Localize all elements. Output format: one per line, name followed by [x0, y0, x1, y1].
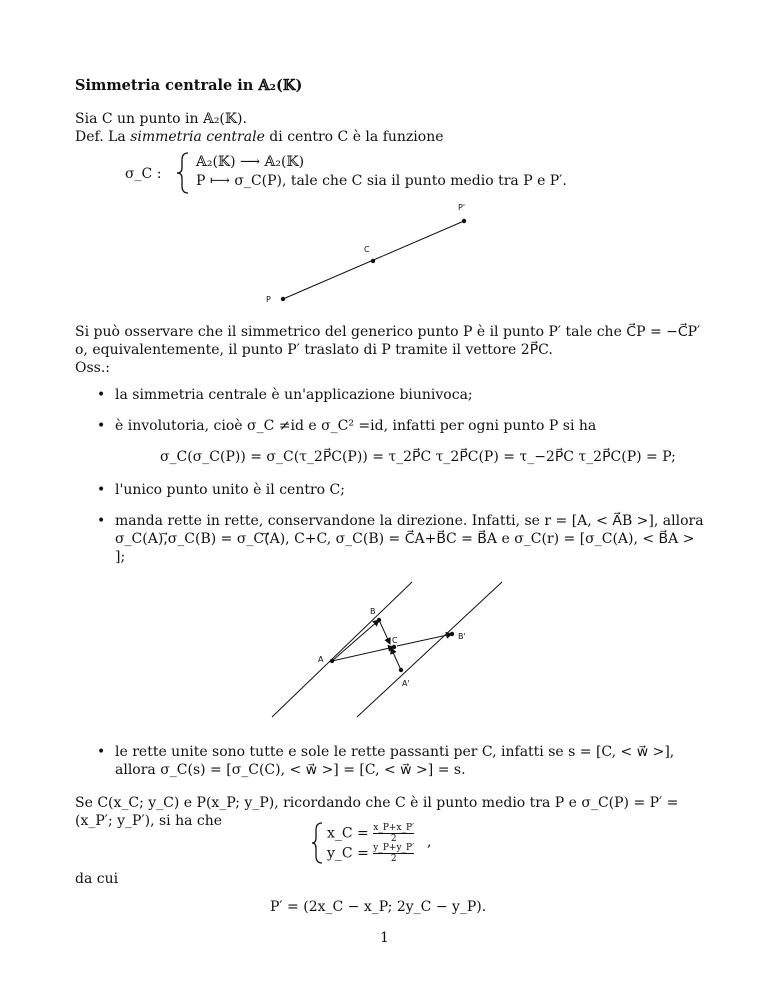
point-pprime [462, 219, 466, 223]
para1-line-1: Si può osservare che il simmetrico del generico punto P è il punto P′ tale che C⃗P = −C⃗P′ [75, 324, 701, 340]
intro-line-1: Sia C un punto in 𝔸₂(𝕂). [75, 111, 247, 127]
point-a [330, 659, 334, 663]
para1-line-3: Oss.: [75, 360, 111, 376]
bullet-lines-line-1: • manda rette in rette, conservandone la direzione. Infatti, se r = [A, < A⃗B >], allora [115, 512, 704, 530]
vector-ac [332, 647, 394, 661]
label-bprime: B' [458, 632, 466, 641]
point-p [281, 297, 285, 301]
bullet-lines-line-2: σ_C(A),⃗σ_C(B) = σ_C(⃗A), C+C, σ_C(B) = C⃗A+B⃗C = B⃗A e σ_C(r) = [σ_C(A), < B⃗A > [115, 531, 695, 547]
point-bprime [450, 632, 454, 636]
definition-row-2: P ⟼ σ_C(P), tale che C sia il punto medio tra P e P′. [196, 173, 567, 189]
bullet-invariant-lines-1: • le rette unite sono tutte e sole le rette passanti per C, infatti se s = [C, < w⃗ >], [115, 743, 674, 761]
bullet-involutory-formula: σ_C(σ_C(P)) = σ_C(τ_2P⃗C(P)) = τ_2P⃗C τ_2P⃗C(P) = τ_−2P⃗C τ_2P⃗C(P) = P; [160, 449, 676, 465]
vector-cbprime [397, 634, 452, 646]
point-c [371, 259, 375, 263]
sys-x-den: 2 [390, 834, 397, 844]
sys-y-num: y_P+y_P′ [373, 843, 415, 853]
vector-aprime-c [391, 648, 401, 670]
vector-ab [332, 620, 379, 661]
sys-x-lhs: x_C = [327, 825, 369, 842]
result-formula: P′ = (2x_C − x_P; 2y_C − y_P). [270, 899, 487, 915]
line-r [272, 582, 412, 717]
def-suffix: di centro C è la funzione [264, 129, 444, 145]
vector-bc [379, 620, 390, 644]
label-c2: C [392, 636, 398, 645]
para1-line-2: o, equivalentemente, il punto P′ traslato di P tramite il vettore 2P⃗C. [75, 342, 553, 358]
label-p: P [266, 295, 271, 304]
sys-y-den: 2 [390, 854, 397, 864]
system-tail: , [427, 834, 432, 850]
bullet-lines-line-3: ]; [115, 549, 126, 565]
label-b: B [370, 607, 376, 616]
line-sigma-r [357, 582, 502, 717]
def-emphasis: simmetria centrale [130, 129, 265, 145]
label-c: C [364, 245, 370, 254]
para2-line-1: Se C(x_C; y_C) e P(x_P; y_P), ricordando che C è il punto medio tra P e σ_C(P) = P′ = [75, 795, 679, 811]
bullet-involutory: • è involutoria, cioè σ_C ≠id e σ_C² =id, infatti per ogni punto P si ha [115, 417, 596, 435]
def-prefix: Def. La [75, 129, 131, 145]
system-row-y [327, 843, 414, 864]
definition-lhs: σ_C : [125, 166, 162, 182]
para2-line-3: da cui [75, 871, 119, 887]
point-aprime [399, 668, 403, 672]
label-aprime: A' [402, 679, 410, 688]
sys-y-lhs: y_C = [327, 845, 369, 862]
section-title: Simmetria centrale in 𝔸₂(𝕂) [75, 77, 303, 94]
page-number: 1 [380, 930, 389, 946]
intro-definition [75, 128, 444, 146]
system-brace [311, 822, 323, 864]
bullet-invariant-lines-2: allora σ_C(s) = [σ_C(C), < w⃗ >] = [C, < w⃗ >] = s. [115, 762, 466, 778]
bullet-bijective: • la simmetria centrale è un'applicazione biunivoca; [115, 386, 473, 404]
sys-x-frac [373, 823, 414, 844]
sys-x-num: x_P+x_P′ [373, 823, 415, 833]
label-a: A [318, 655, 324, 664]
figure-parallel-lines [262, 580, 512, 720]
bullet-fixed-point: • l'unico punto unito è il centro C; [115, 481, 345, 499]
system-row-x [327, 823, 414, 844]
point-c2 [392, 645, 396, 649]
label-pprime: P' [458, 203, 466, 212]
definition-row-1: 𝔸₂(𝕂) ⟶ 𝔸₂(𝕂) [196, 154, 305, 170]
para2-line-2: (x_P′; y_P′), si ha che [75, 813, 223, 829]
figure-symmetry-segment [250, 200, 490, 310]
sys-y-frac [373, 843, 414, 864]
definition-brace [176, 152, 190, 194]
point-b [377, 618, 381, 622]
